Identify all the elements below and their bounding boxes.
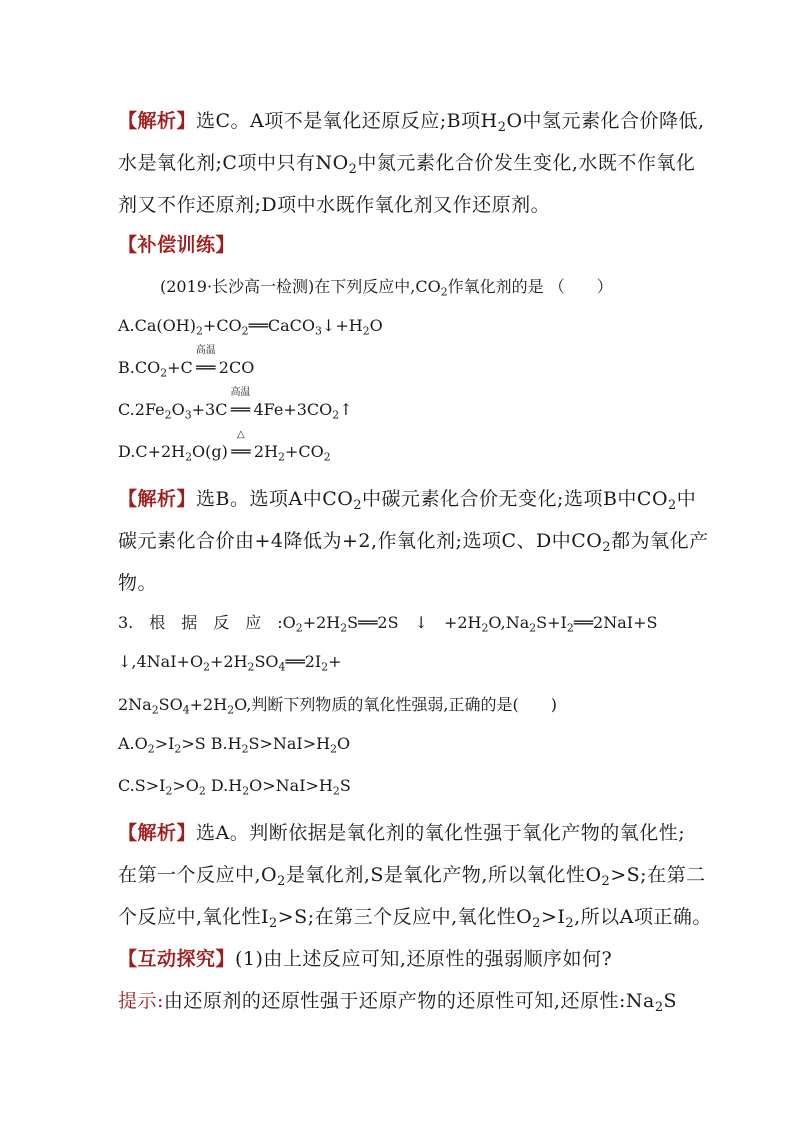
reaction-condition: 高温 ══ [230,387,251,419]
hint-line: 提示:由还原剂的还原性强于还原产物的还原性可知,还原性$:Na_2S$ [118,990,678,1015]
compensation-heading [118,230,235,257]
question3-line-2: $↓,4NaI+O_2+2H_2SO_4══2I_2+$ [118,652,342,674]
reaction-condition: △ ══ [231,429,251,461]
option-c: $C.2Fe_2O_3+3C$ 高温 ══ $4Fe+3CO_2↑$ [118,387,353,422]
question-stem: (2019·长沙高一检测)在下列反应中$,CO_2$作氧化剂的是 （ ） [160,277,613,299]
exploration-line: 【互动探究】(1)由上述反应可知,还原性的强弱顺序如何? [118,948,613,970]
analysis-line-3: 剂又不作还原剂;D项中水既作氧化剂又作还原剂。 [118,194,551,216]
analysis-line-2: 水是氧化剂;C项中只有$NO_2$中氮元素化合价发生变化,水既不作氧化 [118,152,696,177]
analysis3-line-1: 【解析】选A。判断依据是氧化剂的氧化性强于氧化产物的氧化性; [118,822,686,844]
analysis2-line-2: 碳元素化合价由+4降低为+2,作氧化剂;选项C、D中$CO_2$都为氧化产 [118,530,709,555]
question3-options-ab: $A.O_2>I_2>S$ $B.H_2S>NaI>H_2O$ [118,734,351,756]
option-a: $A.Ca(OH)_2+CO_2══CaCO_3↓+H_2O$ [118,316,383,338]
analysis2-line-3: 物。 [118,572,158,594]
analysis3-line-3: 个反应中,氧化性$I_2>S$;在第三个反应中,氧化性$O_2>I_2$,所以A项正确。 [118,906,712,931]
analysis-tag: 【解析】 [118,488,197,510]
question3-line-3: $2Na_2SO_4+2H_2O$,判断下列物质的氧化性强弱,正确的是( ) [118,695,557,717]
exploration-tag: 【互动探究】 [118,948,236,970]
analysis-tag: 【解析】 [118,110,197,132]
question3-line-1: 3. 根 据 反 应 $:O_2+2H_2S══2S$ ↓ $+2H_2O,Na_2S+I_2══2NaI+S$ [118,613,658,635]
analysis-line-1: 【解析】选C。A项不是氧化还原反应;B项$H_2O$中氢元素化合价降低, [118,110,705,135]
option-d: $D.C+2H_2O(g)$ △ ══ $2H_2+CO_2$ [118,429,331,464]
question3-options-cd: $C.S>I_2>O_2$ $D.H_2O>NaI>H_2S$ [118,776,351,798]
analysis2-line-1: 【解析】选B。选项A中$CO_2$中碳元素化合价无变化;选项B中$CO_2$中 [118,488,697,513]
analysis-tag: 【解析】 [118,822,197,844]
text: 选C。A项不是氧化还原反应;B项H [196,110,498,132]
compensation-tag: 【补偿训练】 [118,234,236,256]
option-b: $B.CO_2+C$ 高温 ══ 2CO [118,345,255,380]
analysis3-line-2: 在第一个反应中$,O_2$是氧化剂,S是氧化产物,所以氧化性$O_2>S$;在第二 [118,864,706,889]
reaction-condition: 高温 ══ [195,345,216,377]
hint-label: 提示: [118,990,164,1012]
